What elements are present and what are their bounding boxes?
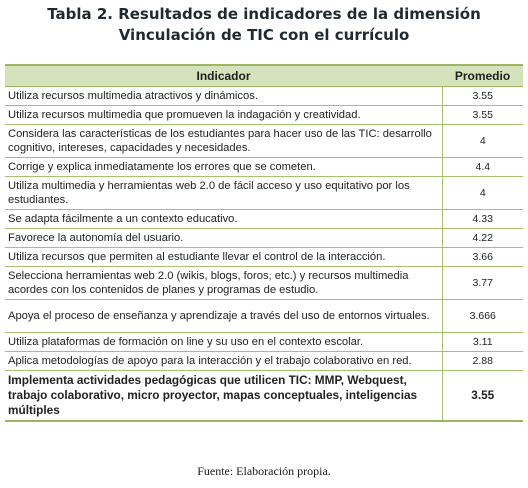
table-title	[0, 4, 528, 46]
indicator-cell: Considera las características de los estudiantes para hacer uso de las TIC: desarrollo cognitivo, intereses, capacidades y necesidades.	[5, 125, 442, 158]
indicator-cell: Utiliza recursos que permiten al estudiante llevar el control de la interacción.	[5, 248, 442, 267]
average-cell: 2.88	[442, 352, 523, 371]
indicator-cell: Favorece la autonomía del usuario.	[5, 229, 442, 248]
table-row	[5, 333, 523, 352]
average-cell: 3.66	[442, 248, 523, 267]
average-cell: 4.22	[442, 229, 523, 248]
table-row	[5, 87, 523, 106]
indicator-cell: Implementa actividades pedagógicas que utilicen TIC: MMP, Webquest, trabajo colaborativo, micro proyector, mapas conceptuales, inteligencias múltiples	[5, 371, 442, 422]
indicator-cell: Se adapta fácilmente a un contexto educativo.	[5, 210, 442, 229]
table-row	[5, 177, 523, 210]
average-cell: 3.77	[442, 267, 523, 300]
table-row	[5, 158, 523, 177]
average-cell: 3.55	[442, 371, 523, 422]
average-cell: 3.55	[442, 106, 523, 125]
table-title-line-1: Tabla 2. Resultados de indicadores de la dimensión	[47, 5, 481, 23]
average-cell: 4.33	[442, 210, 523, 229]
table-row	[5, 267, 523, 300]
table-row-highlighted	[5, 371, 523, 422]
table-row	[5, 248, 523, 267]
table-row	[5, 106, 523, 125]
table-row	[5, 352, 523, 371]
average-cell: 3.11	[442, 333, 523, 352]
table-row	[5, 300, 523, 333]
table-row	[5, 229, 523, 248]
table-row	[5, 210, 523, 229]
average-cell: 3.666	[442, 300, 523, 333]
average-cell: 4	[442, 177, 523, 210]
source-note: Fuente: Elaboración propia.	[197, 464, 331, 478]
indicators-table	[5, 64, 523, 422]
indicator-cell: Selecciona herramientas web 2.0 (wikis, blogs, foros, etc.) y recursos multimedia acordes con los contenidos de planes y programas de estudio.	[5, 267, 442, 300]
table-header-row	[5, 65, 523, 87]
average-cell: 4.4	[442, 158, 523, 177]
table-row	[5, 125, 523, 158]
indicator-cell: Corrige y explica inmediatamente los errores que se cometen.	[5, 158, 442, 177]
indicator-cell: Aplica metodologías de apoyo para la interacción y el trabajo colaborativo en red.	[5, 352, 442, 371]
table-title-line-2: Vinculación de TIC con el currículo	[118, 26, 410, 44]
average-cell: 4	[442, 125, 523, 158]
column-header-indicador: Indicador	[5, 65, 442, 87]
indicator-cell: Utiliza multimedia y herramientas web 2.0 de fácil acceso y uso equitativo por los estudiantes.	[5, 177, 442, 210]
indicator-cell: Utiliza recursos multimedia que promueven la indagación y creatividad.	[5, 106, 442, 125]
indicator-cell: Utiliza recursos multimedia atractivos y dinámicos.	[5, 87, 442, 106]
column-header-promedio: Promedio	[442, 65, 523, 87]
indicator-cell: Utiliza plataformas de formación on line y su uso en el contexto escolar.	[5, 333, 442, 352]
average-cell: 3.55	[442, 87, 523, 106]
indicator-cell: Apoya el proceso de enseñanza y aprendizaje a través del uso de entornos virtuales.	[5, 300, 442, 333]
